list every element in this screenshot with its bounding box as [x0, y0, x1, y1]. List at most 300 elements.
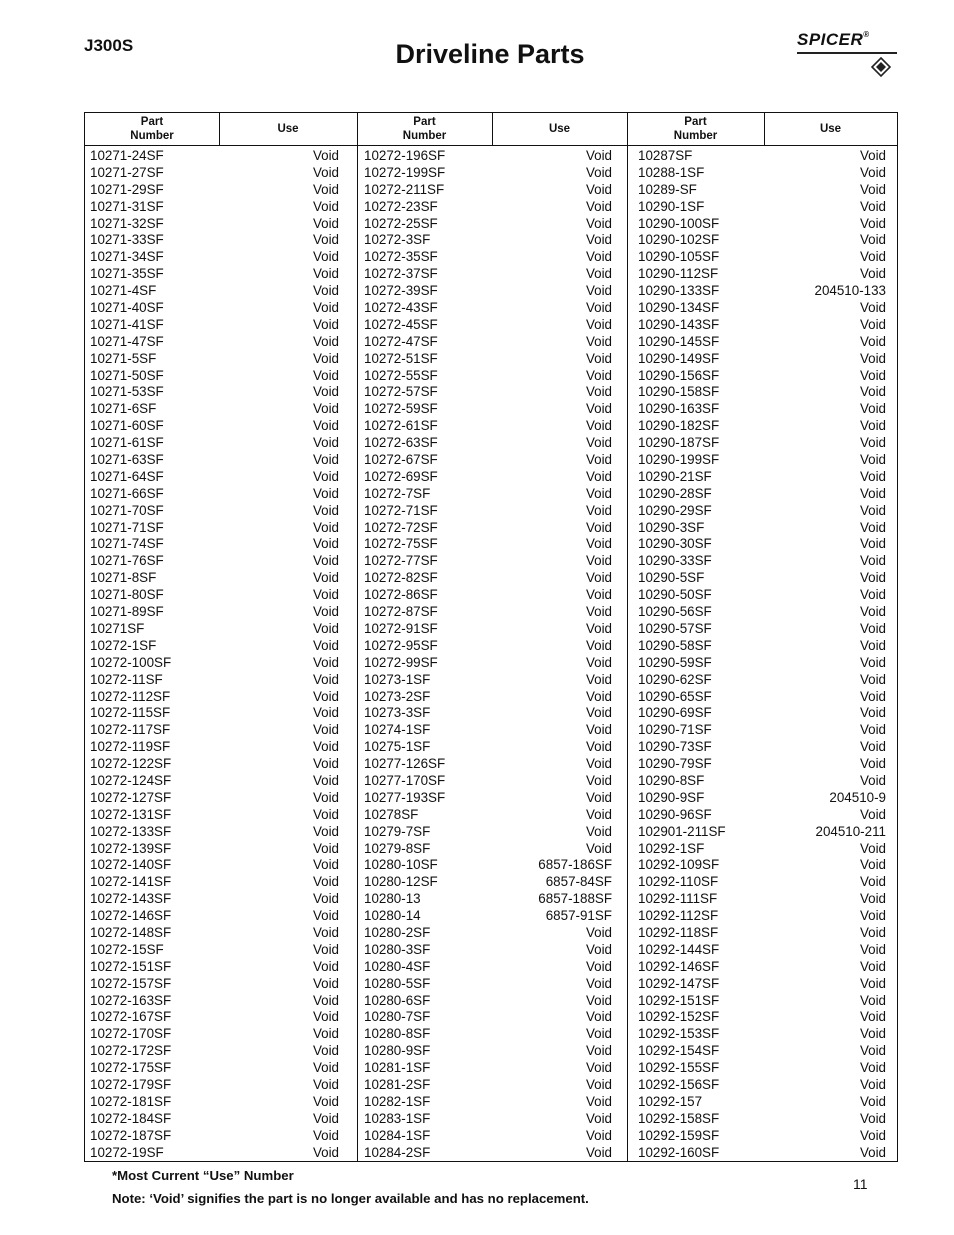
table-row — [364, 384, 612, 401]
table-row — [638, 891, 886, 908]
part-number-cell: 10292-111SF — [638, 891, 718, 907]
use-cell: Void — [859, 367, 886, 383]
use-cell: Void — [859, 975, 886, 991]
table-row — [638, 418, 886, 435]
logo-wordmark: SPICER — [797, 30, 864, 49]
table-row — [364, 266, 612, 283]
table-row — [638, 553, 886, 570]
table-row — [90, 1043, 339, 1060]
table-row — [364, 232, 612, 249]
part-number-cell: 10272-196SF — [364, 148, 446, 163]
table-row — [364, 807, 612, 824]
part-number-cell: 10280-7SF — [364, 1009, 431, 1025]
use-cell: Void — [312, 772, 339, 788]
table-row — [90, 249, 339, 266]
use-cell: Void — [859, 654, 886, 670]
logo-registered-mark: ® — [863, 30, 870, 39]
part-number-cell: 10271-53SF — [90, 384, 164, 400]
part-number-cell: 10271-89SF — [90, 604, 164, 620]
part-number-cell: 10272-43SF — [364, 300, 438, 316]
part-number-cell: 10290-71SF — [638, 722, 712, 738]
part-number-cell: 10292-158SF — [638, 1110, 720, 1126]
table-row — [364, 891, 612, 908]
use-cell: Void — [859, 1026, 886, 1042]
use-cell: Void — [859, 452, 886, 468]
use-cell: Void — [585, 637, 612, 653]
part-number-cell: 10290-163SF — [638, 401, 720, 417]
table-row — [364, 435, 612, 452]
use-cell: 204510-211 — [815, 823, 886, 839]
part-number-cell: 10271-32SF — [90, 215, 164, 231]
use-cell: Void — [585, 924, 612, 940]
part-number-cell: 10272-19SF — [90, 1144, 164, 1160]
part-number-cell: 10290-182SF — [638, 418, 720, 434]
table-row — [638, 486, 886, 503]
table-row — [90, 756, 339, 773]
part-number-cell: 10292-153SF — [638, 1026, 720, 1042]
use-cell: Void — [312, 688, 339, 704]
use-cell: Void — [585, 1026, 612, 1042]
use-cell: Void — [312, 333, 339, 349]
parts-column-1 — [90, 148, 339, 1161]
part-number-cell: 10272-3SF — [364, 232, 431, 248]
table-row — [90, 368, 339, 385]
use-cell: Void — [859, 519, 886, 535]
table-row — [638, 182, 886, 199]
part-number-cell: 10290-199SF — [638, 452, 720, 468]
part-number-cell: 10271-64SF — [90, 468, 164, 484]
table-row — [364, 469, 612, 486]
part-number-cell: 10272-140SF — [90, 857, 172, 873]
part-number-cell: 10290-187SF — [638, 435, 720, 451]
part-number-cell: 10290-158SF — [638, 384, 720, 400]
use-cell: Void — [585, 1110, 612, 1126]
table-header-row — [85, 113, 897, 146]
header-divider — [219, 113, 220, 145]
table-row — [638, 249, 886, 266]
use-cell: Void — [585, 401, 612, 417]
use-cell: Void — [585, 316, 612, 332]
part-number-cell: 10271-6SF — [90, 401, 157, 417]
use-cell: Void — [859, 401, 886, 417]
table-row — [90, 536, 339, 553]
part-number-cell: 10272-63SF — [364, 435, 438, 451]
table-row — [638, 300, 886, 317]
table-row — [90, 807, 339, 824]
table-row — [90, 638, 339, 655]
part-number-cell: 10292-112SF — [638, 908, 719, 924]
table-row — [364, 638, 612, 655]
table-row — [90, 722, 339, 739]
use-cell: Void — [859, 1009, 886, 1025]
use-cell: Void — [585, 1009, 612, 1025]
table-row — [638, 503, 886, 520]
part-number-cell: 10272-15SF — [90, 941, 164, 957]
use-cell: Void — [859, 924, 886, 940]
use-cell: Void — [312, 435, 339, 451]
part-number-cell: 10271SF — [90, 620, 145, 636]
part-number-cell: 10272-47SF — [364, 333, 438, 349]
table-row — [364, 520, 612, 537]
use-cell: Void — [312, 705, 339, 721]
table-row — [364, 874, 612, 891]
part-number-cell: 10272-172SF — [90, 1043, 172, 1059]
table-row — [90, 283, 339, 300]
use-cell: Void — [859, 232, 886, 248]
use-cell: Void — [585, 519, 612, 535]
part-number-cell: 10271-29SF — [90, 181, 164, 197]
table-row — [90, 1111, 339, 1128]
use-cell: Void — [312, 806, 339, 822]
part-number-cell: 10292-144SF — [638, 941, 720, 957]
part-number-cell: 10290-149SF — [638, 350, 720, 366]
table-row — [364, 536, 612, 553]
table-row — [90, 604, 339, 621]
table-row — [638, 520, 886, 537]
table-row — [90, 1128, 339, 1145]
use-cell: Void — [859, 181, 886, 197]
part-number-cell: 10292-154SF — [638, 1043, 720, 1059]
part-number-cell: 10272-127SF — [90, 789, 172, 805]
use-cell: Void — [859, 992, 886, 1008]
use-cell: Void — [312, 1043, 339, 1059]
table-row — [90, 199, 339, 216]
use-cell: Void — [585, 452, 612, 468]
part-number-cell: 10284-2SF — [364, 1144, 431, 1160]
use-cell: Void — [312, 536, 339, 552]
use-cell: Void — [859, 772, 886, 788]
table-row — [364, 1145, 612, 1162]
use-cell: Void — [585, 806, 612, 822]
table-row — [364, 773, 612, 790]
use-cell: Void — [312, 941, 339, 957]
table-row — [364, 216, 612, 233]
table-row — [638, 655, 886, 672]
table-row — [364, 334, 612, 351]
use-cell: Void — [859, 688, 886, 704]
table-row — [638, 925, 886, 942]
use-cell: Void — [585, 840, 612, 856]
use-cell: Void — [312, 637, 339, 653]
part-number-cell: 10271-5SF — [90, 350, 157, 366]
part-number-cell: 10277-193SF — [364, 789, 446, 805]
part-number-cell: 10272-77SF — [364, 553, 438, 569]
part-number-cell: 10280-13 — [364, 891, 421, 907]
use-cell: Void — [585, 671, 612, 687]
use-cell: Void — [859, 316, 886, 332]
part-number-cell: 10292-157 — [638, 1093, 703, 1109]
use-cell: Void — [312, 924, 339, 940]
table-row — [90, 384, 339, 401]
table-row — [90, 570, 339, 587]
use-cell: Void — [585, 1076, 612, 1092]
part-number-cell: 10272-51SF — [364, 350, 438, 366]
use-cell: Void — [859, 148, 886, 163]
use-cell: Void — [859, 536, 886, 552]
table-row — [90, 587, 339, 604]
footnote-current-use: *Most Current “Use” Number — [112, 1168, 294, 1183]
table-row — [364, 908, 612, 925]
table-row — [90, 672, 339, 689]
part-number-cell: 10279-8SF — [364, 840, 431, 856]
part-number-cell: 10272-91SF — [364, 620, 438, 636]
part-number-cell: 10280-8SF — [364, 1026, 431, 1042]
part-number-cell: 10292-1SF — [638, 840, 705, 856]
table-row — [638, 908, 886, 925]
table-row — [90, 469, 339, 486]
table-row — [638, 148, 886, 165]
table-row — [90, 334, 339, 351]
header-part-number-3: Part Number — [673, 116, 718, 142]
use-cell: Void — [859, 384, 886, 400]
use-cell: Void — [585, 756, 612, 772]
part-number-cell: 10281-1SF — [364, 1060, 431, 1076]
table-row — [90, 857, 339, 874]
use-cell: Void — [312, 485, 339, 501]
part-number-cell: 10290-8SF — [638, 772, 705, 788]
use-cell: 6857-186SF — [538, 857, 612, 873]
table-row — [364, 1094, 612, 1111]
table-row — [90, 216, 339, 233]
table-row — [364, 182, 612, 199]
table-row — [364, 993, 612, 1010]
table-row — [364, 672, 612, 689]
table-row — [90, 1145, 339, 1162]
use-cell: Void — [585, 164, 612, 180]
dana-diamond-icon — [871, 57, 891, 77]
part-number-cell: 10290-1SF — [638, 198, 705, 214]
table-row — [638, 368, 886, 385]
part-number-cell: 10272-115SF — [90, 705, 171, 721]
use-cell: Void — [312, 384, 339, 400]
part-number-cell: 10272-151SF — [90, 958, 172, 974]
part-number-cell: 10271-71SF — [90, 519, 164, 535]
part-number-cell: 10272-67SF — [364, 452, 438, 468]
part-number-cell: 10272-82SF — [364, 570, 438, 586]
use-cell: Void — [312, 671, 339, 687]
use-cell: Void — [312, 891, 339, 907]
part-number-cell: 10292-160SF — [638, 1144, 720, 1160]
part-number-cell: 10292-152SF — [638, 1009, 720, 1025]
part-number-cell: 10272-59SF — [364, 401, 438, 417]
use-cell: Void — [312, 316, 339, 332]
part-number-cell: 10280-5SF — [364, 975, 431, 991]
table-row — [90, 705, 339, 722]
parts-column-3 — [638, 148, 886, 1161]
part-number-cell: 10292-118SF — [638, 924, 719, 940]
use-cell: Void — [859, 806, 886, 822]
use-cell: Void — [312, 300, 339, 316]
part-number-cell: 10272-7SF — [364, 485, 431, 501]
use-cell: Void — [585, 384, 612, 400]
part-number-cell: 10287SF — [638, 148, 693, 163]
table-row — [364, 148, 612, 165]
use-cell: Void — [585, 975, 612, 991]
use-cell: Void — [312, 620, 339, 636]
footnote-void-note: Note: ‘Void’ signifies the part is no longer available and has no replacement. — [112, 1191, 589, 1206]
use-cell: Void — [312, 840, 339, 856]
part-number-cell: 10290-102SF — [638, 232, 720, 248]
part-number-cell: 10290-62SF — [638, 671, 712, 687]
part-number-cell: 10271-60SF — [90, 418, 164, 434]
table-row — [638, 621, 886, 638]
table-row — [638, 283, 886, 300]
part-number-cell: 10272-99SF — [364, 654, 438, 670]
part-number-cell: 10272-167SF — [90, 1009, 172, 1025]
use-cell: 6857-188SF — [538, 891, 612, 907]
part-number-cell: 10272-146SF — [90, 908, 172, 924]
table-row — [364, 1009, 612, 1026]
table-row — [364, 976, 612, 993]
part-number-cell: 10271-80SF — [90, 587, 164, 603]
table-row — [364, 756, 612, 773]
table-row — [90, 891, 339, 908]
table-row — [364, 368, 612, 385]
part-number-cell: 10290-9SF — [638, 789, 705, 805]
table-row — [364, 249, 612, 266]
use-cell: Void — [585, 333, 612, 349]
use-cell: Void — [859, 958, 886, 974]
table-row — [364, 452, 612, 469]
part-number-cell: 10280-9SF — [364, 1043, 431, 1059]
use-cell: Void — [859, 739, 886, 755]
use-cell: Void — [585, 688, 612, 704]
table-row — [638, 976, 886, 993]
use-cell: Void — [859, 333, 886, 349]
part-number-cell: 10280-6SF — [364, 992, 431, 1008]
part-number-cell: 10272-157SF — [90, 975, 172, 991]
table-row — [638, 993, 886, 1010]
use-cell: Void — [585, 350, 612, 366]
use-cell: Void — [859, 756, 886, 772]
use-cell: Void — [859, 671, 886, 687]
use-cell: Void — [585, 958, 612, 974]
part-number-cell: 10290-33SF — [638, 553, 712, 569]
use-cell: Void — [312, 148, 339, 163]
table-row — [364, 857, 612, 874]
part-number-cell: 10290-156SF — [638, 367, 720, 383]
use-cell: Void — [859, 266, 886, 282]
part-number-cell: 10271-47SF — [90, 333, 164, 349]
part-number-cell: 10290-79SF — [638, 756, 712, 772]
table-row — [364, 739, 612, 756]
use-cell: Void — [859, 891, 886, 907]
use-cell: Void — [585, 283, 612, 299]
part-number-cell: 10290-105SF — [638, 249, 720, 265]
use-cell: Void — [312, 350, 339, 366]
header-part-number-2: Part Number — [402, 116, 447, 142]
part-number-cell: 10273-1SF — [364, 671, 431, 687]
table-row — [364, 570, 612, 587]
part-number-cell: 10280-3SF — [364, 941, 431, 957]
table-row — [90, 976, 339, 993]
part-number-cell: 10272-11SF — [90, 671, 163, 687]
use-cell: Void — [585, 654, 612, 670]
table-row — [638, 1145, 886, 1162]
part-number-cell: 10272-141SF — [90, 874, 172, 890]
use-cell: Void — [312, 958, 339, 974]
table-row — [364, 790, 612, 807]
spicer-logo — [797, 30, 899, 76]
table-row — [90, 486, 339, 503]
part-number-cell: 10288-1SF — [638, 164, 705, 180]
table-row — [90, 435, 339, 452]
use-cell: Void — [859, 941, 886, 957]
use-cell: Void — [312, 654, 339, 670]
use-cell: 6857-84SF — [545, 874, 612, 890]
table-row — [90, 148, 339, 165]
table-row — [638, 165, 886, 182]
part-number-cell: 10277-170SF — [364, 772, 446, 788]
column-divider — [357, 113, 358, 1161]
table-row — [638, 841, 886, 858]
use-cell: Void — [585, 198, 612, 214]
use-cell: Void — [312, 570, 339, 586]
use-cell: Void — [312, 1093, 339, 1109]
use-cell: Void — [312, 756, 339, 772]
table-row — [90, 1077, 339, 1094]
part-number-cell: 10277-126SF — [364, 756, 446, 772]
use-cell: Void — [312, 249, 339, 265]
part-number-cell: 10272-119SF — [90, 739, 171, 755]
use-cell: Void — [585, 300, 612, 316]
table-row — [364, 841, 612, 858]
use-cell: Void — [859, 637, 886, 653]
use-cell: Void — [312, 468, 339, 484]
table-row — [90, 790, 339, 807]
use-cell: Void — [312, 975, 339, 991]
part-number-cell: 10273-2SF — [364, 688, 431, 704]
use-cell: 204510-9 — [829, 789, 886, 805]
part-number-cell: 10290-143SF — [638, 316, 720, 332]
use-cell: Void — [585, 485, 612, 501]
part-number-cell: 10272-100SF — [90, 654, 172, 670]
table-row — [364, 959, 612, 976]
table-row — [90, 520, 339, 537]
part-number-cell: 10272-187SF — [90, 1127, 172, 1143]
header-use-2: Use — [548, 123, 571, 135]
part-number-cell: 10290-57SF — [638, 620, 712, 636]
use-cell: Void — [312, 587, 339, 603]
table-row — [90, 925, 339, 942]
table-row — [638, 469, 886, 486]
table-row — [90, 773, 339, 790]
table-row — [90, 300, 339, 317]
part-number-cell: 10278SF — [364, 806, 419, 822]
table-row — [638, 739, 886, 756]
use-cell: Void — [585, 418, 612, 434]
table-row — [638, 536, 886, 553]
table-row — [364, 401, 612, 418]
table-row — [90, 942, 339, 959]
use-cell: Void — [585, 587, 612, 603]
use-cell: Void — [312, 232, 339, 248]
part-number-cell: 10271-24SF — [90, 148, 164, 163]
table-row — [364, 165, 612, 182]
part-number-cell: 10272-75SF — [364, 536, 438, 552]
part-number-cell: 10272-184SF — [90, 1110, 172, 1126]
table-row — [638, 1026, 886, 1043]
table-row — [638, 452, 886, 469]
use-cell: Void — [859, 300, 886, 316]
part-number-cell: 10290-73SF — [638, 739, 712, 755]
part-number-cell: 102901-211SF — [638, 823, 726, 839]
part-number-cell: 10272-86SF — [364, 587, 438, 603]
part-number-cell: 10272-87SF — [364, 604, 438, 620]
part-number-cell: 10272-37SF — [364, 266, 438, 282]
use-cell: Void — [312, 789, 339, 805]
table-row — [90, 182, 339, 199]
